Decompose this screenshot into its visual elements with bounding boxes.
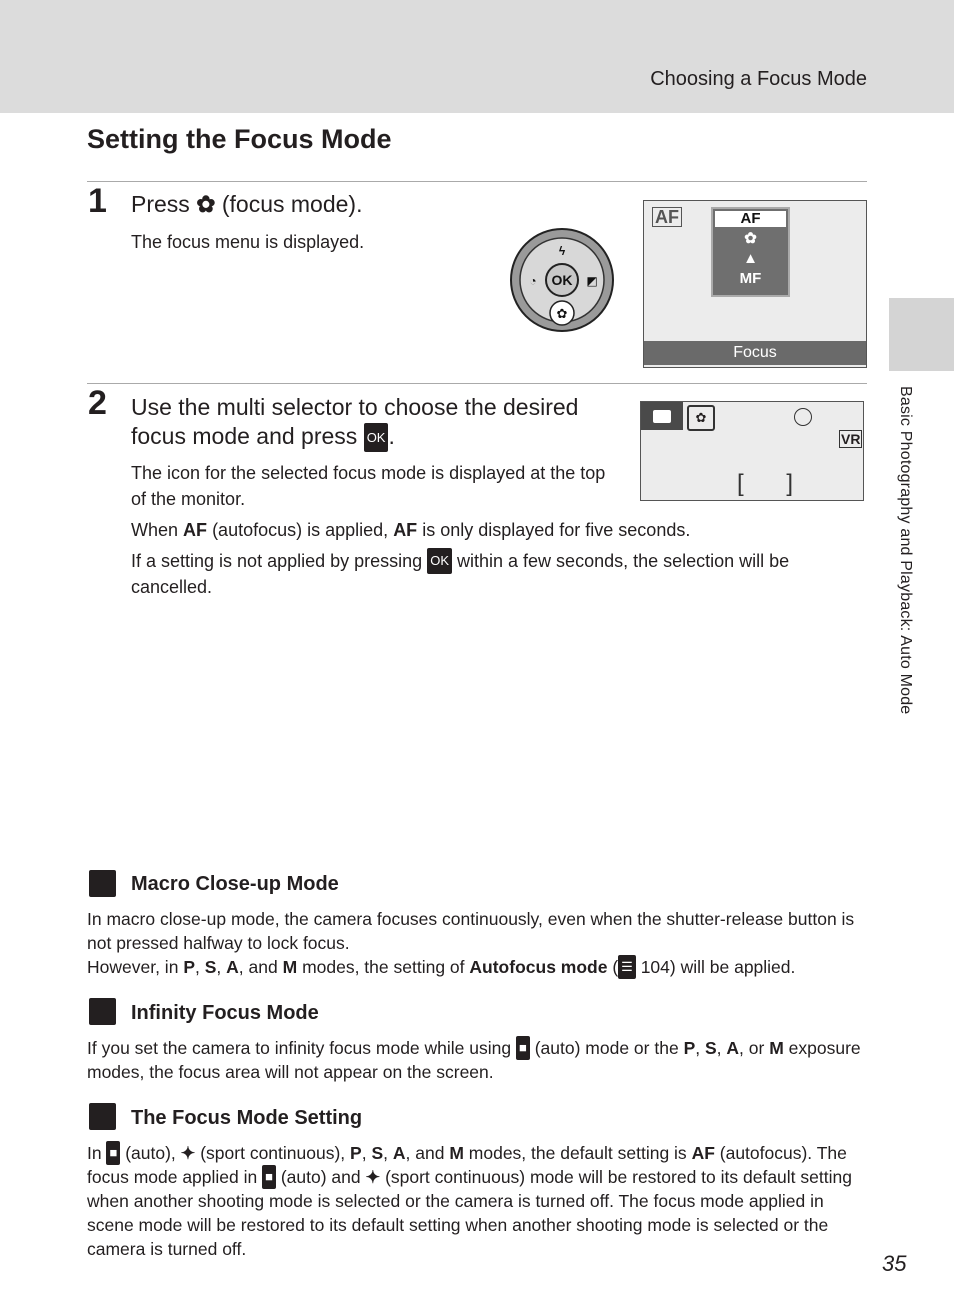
note-body: In ■ (auto), ✦ (sport continuous), P, S, A, and M modes, the default setting is AF (autofocus). The focus mode applied in ■ (auto) and ✦ (sport continuous) mode will be restored to its default setting when another shooting mode is selected or the camera is turned off. The focus mode applied in scene mode will be restored to its default setting when another shooting mode is selected or the camera is turned off. xyxy=(87,1143,852,1259)
ok-icon: OK xyxy=(427,548,452,574)
note-icon xyxy=(89,870,116,897)
step-heading: Press ✿ (focus mode). xyxy=(131,191,363,217)
macro-icon: ✿ xyxy=(556,306,568,321)
step-body: The icon for the selected focus mode is displayed at the top of the monitor. xyxy=(131,463,606,509)
reference-icon: ☰ xyxy=(618,955,636,979)
camera-icon: ■ xyxy=(516,1036,530,1060)
screen-caption: Focus xyxy=(644,341,866,365)
af-icon: AF xyxy=(393,520,418,540)
step-number: 1 xyxy=(88,182,107,220)
focus-menu-item[interactable]: ✿ xyxy=(744,230,757,247)
sport-continuous-icon: ✦ xyxy=(365,1167,381,1187)
af-icon: AF xyxy=(691,1143,715,1163)
note-body: In macro close-up mode, the camera focuses continuously, even when the shutter-release button is not pressed halfway to lock focus. However, in P, S, A, and M modes, the setting of Autofocus mode ( ☰ 104) will be applied. xyxy=(87,909,855,977)
note-body: If you set the camera to infinity focus mode while using ■ (auto) mode or the P, S, A, or M exposure modes, the focus area will not appear on the screen. xyxy=(87,1038,861,1082)
macro-indicator-icon: ✿ xyxy=(687,405,715,431)
note-title: Infinity Focus Mode xyxy=(131,1002,319,1024)
page-title: Setting the Focus Mode xyxy=(87,124,392,154)
sport-continuous-icon: ✦ xyxy=(180,1143,196,1163)
multi-selector-dial xyxy=(509,227,615,333)
exposure-icon: ◩ xyxy=(586,274,598,288)
focus-menu-item[interactable]: MF xyxy=(739,270,762,287)
camera-icon: ■ xyxy=(106,1141,120,1165)
note-title: The Focus Mode Setting xyxy=(131,1107,363,1129)
step-body: The focus menu is displayed. xyxy=(131,232,365,252)
self-timer-icon: ◔ xyxy=(529,274,537,288)
note-icon xyxy=(89,1103,116,1130)
af-icon: AF xyxy=(183,520,208,540)
note-icon xyxy=(89,998,116,1025)
note-title: Macro Close-up Mode xyxy=(131,873,339,895)
macro-icon: ✿ xyxy=(196,191,216,217)
ok-icon: OK xyxy=(364,423,389,452)
step-number: 2 xyxy=(88,384,107,422)
step-heading: Use the multi selector to choose the desired focus mode and press OK . xyxy=(131,393,611,452)
focus-menu xyxy=(711,207,790,297)
header-band xyxy=(0,0,954,113)
focus-menu-item[interactable]: ▲ xyxy=(743,250,758,267)
focus-menu-screen xyxy=(643,200,867,368)
step-body: When AF (autofocus) is applied, AF is only displayed for five seconds. xyxy=(131,517,871,543)
flash-icon: ϟ xyxy=(558,244,566,258)
vr-icon: VR xyxy=(841,431,861,447)
step-body: If a setting is not applied by pressing OK within a few seconds, the selection will be cancelled. xyxy=(131,548,831,600)
side-tab xyxy=(889,298,954,371)
camera-icon: ■ xyxy=(262,1165,276,1189)
af-indicator: AF xyxy=(652,207,682,227)
monitor-screen xyxy=(640,401,864,501)
camera-mode-icon xyxy=(641,402,683,430)
focus-menu-item[interactable]: AF xyxy=(715,211,786,227)
focus-area-brackets: [ ] xyxy=(737,470,812,497)
section-header: Choosing a Focus Mode xyxy=(650,68,867,90)
divider xyxy=(87,181,867,182)
page-number: 35 xyxy=(882,1251,907,1276)
side-tab-label: Basic Photography and Playback: Auto Mode xyxy=(897,386,914,715)
ok-button-label: OK xyxy=(551,272,573,288)
divider xyxy=(87,383,867,384)
flash-off-icon xyxy=(794,408,812,426)
